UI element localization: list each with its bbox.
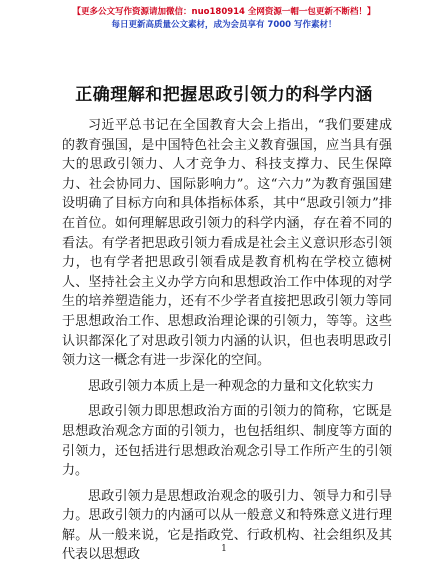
page-number: 1 (221, 544, 227, 554)
header-banner (0, 6, 448, 32)
section-heading: 思政引领力本质上是一种观念的力量和文化软实力 (88, 378, 375, 394)
document-title: 正确理解和把握思政引领力的科学内涵 (75, 85, 373, 105)
document-body (62, 116, 392, 565)
paragraph-definition: 思政引领力即思想政治方面的引领力的简称，它既是思想政治观念方面的引领力，也包括组织、制度等方面的引领力，还包括进行思想政治观念引导工作所产生的引领力。 (62, 404, 392, 479)
banner-line-1: 【更多公文写作资源请加微信：nuo180914 全网资源一帽一包更新不断档！】 (72, 7, 376, 17)
paragraph-meaning: 思政引领力是思想政治观念的吸引力、领导力和引导力。思政引领力的内涵可以从一般意义和特殊意义进行理解。从一般来说，它是指政党、行政机构、社会组织及其代表以思想政 (62, 488, 392, 563)
paragraph-intro: 习近平总书记在全国教育大会上指出，“我们要建成的教育强国，是中国特色社会主义教育强国，应当具有强大的思政引领力、人才竞争力、科技支撑力、民生保障力、社会协同力、国际影响力”。这“六力”为教育强国建设明确了目标方向和具体指标体系，其中“思政引领力”排在首位。如何理解思政引领力的科学内涵，存在着不同的看法。有学者把思政引领力看成是社会主义意识形态引领力，也有学者把思政引领看成是教育机构在学校立德树人、坚持社会主义办学方向和思想政治工作中体现的对学生的培养塑造能力，还有不少学者直接把思政引领力等同于思想政治工作、思想政治理论课的引领力，等等。这些认识都深化了对思政引领力内涵的认识，但也表明思政引领力这一概念有进一步深化的空间。 (62, 118, 392, 369)
banner-line-2: 每日更新高质量公文素材，成为会员享有 7000 写作素材！ (111, 20, 337, 30)
